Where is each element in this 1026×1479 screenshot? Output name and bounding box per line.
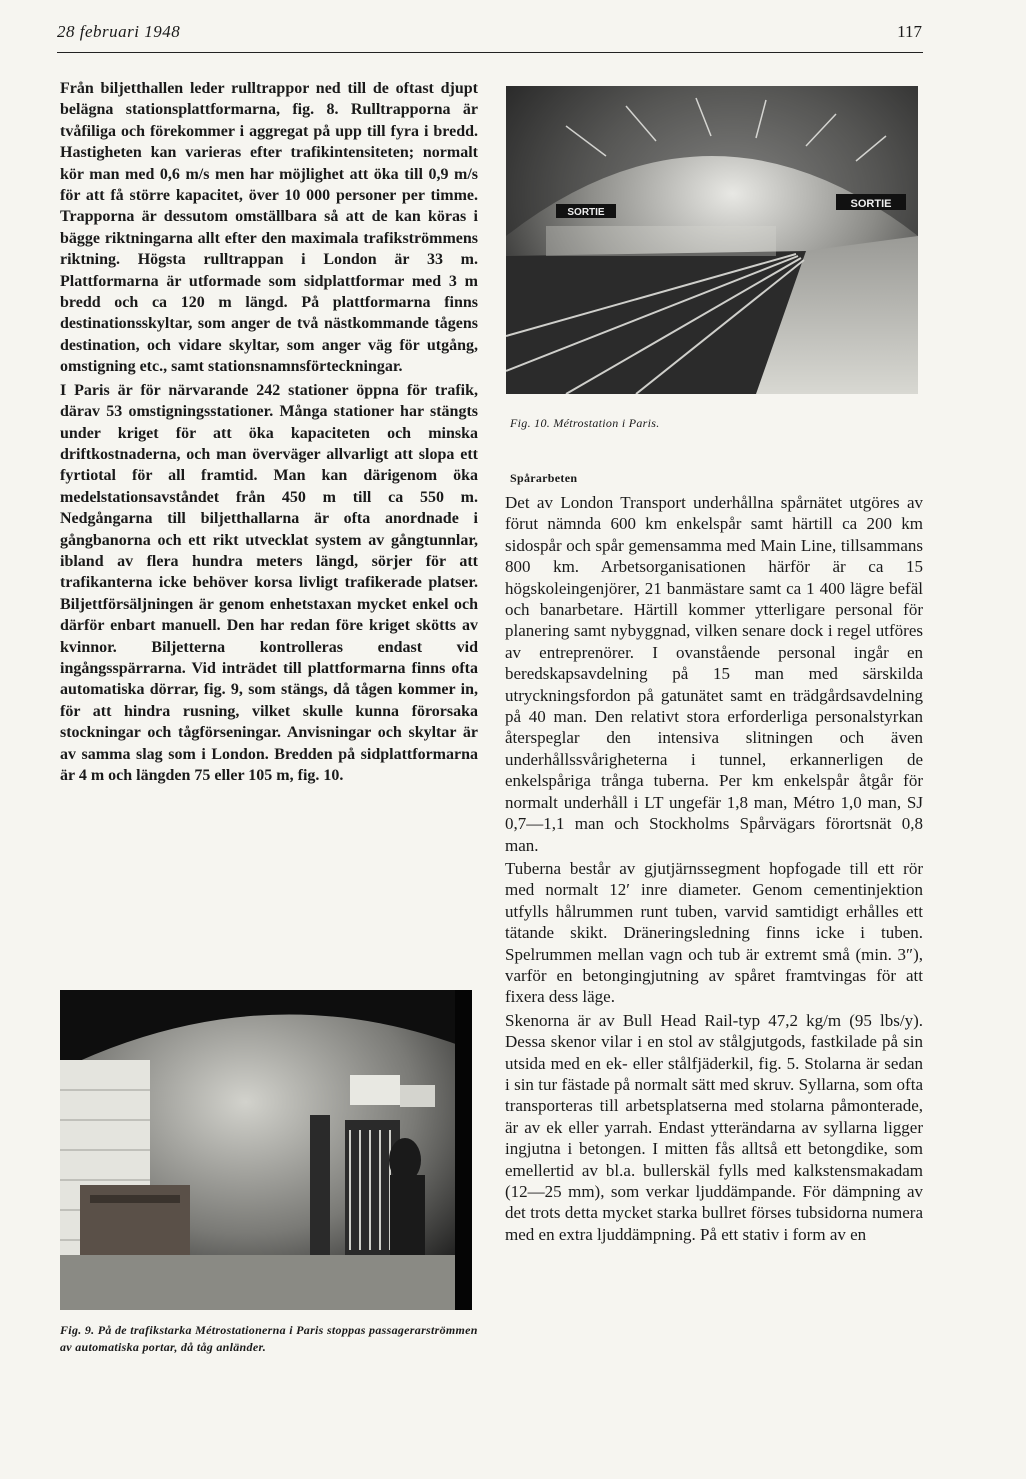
automatic-gates-illustration [60, 990, 472, 1310]
metro-station-illustration [506, 86, 918, 394]
sortie-sign-left-text: SORTIE [567, 207, 605, 218]
figure-9-photo [60, 990, 472, 1310]
body-paragraph: Det av London Transport underhållna spårnätet utgöres av förut nämnda 600 km enkelspår samt härtill ca 200 km sidospår och spår gemensamma med Main Line, tillsammans 800 km. Arbetsorganisationen härför är ca 15 högskoleingenjörer, 21 banmästare samt ca 1 400 lägre befäl och banarbetare. Härtill kommer ytterligare personal för planering samt nybyggnad, vilken senare dock i regel utföres av entreprenörer. I ovanstående personal ingår en beredskapsavdelning på 15 man med särskilda utryckningsfordon på gatunätet samt en trädgårdsavdelning på 40 man. Den relativt stora erforderliga personalstyrkan återspeglar den intensiva slitningen och även underhållssvårigheterna i tunnel, erkannerligen de enkelspåriga trånga tuberna. Per km enkelspår åtgår för normalt underhåll i LT ungefär 1,8 man, Métro 1,0 man, SJ 0,7—1,1 man och Stockholms Spårvägars förortsnät 0,8 man. [505, 493, 923, 855]
running-header-date: 28 februari 1948 [57, 22, 181, 41]
section-heading-sparbeten: Spårarbeten [510, 471, 578, 485]
body-paragraph: I Paris är för närvarande 242 stationer öppna för trafik, därav 53 omstigningsstationer. Många stationer har stängts under kriget för att öka kapaciteten och minska driftkostnaderna, och man överväger allvarligt att slopa ett fyrtiotal för all framtid. Man kan därigenom öka medelstationsavståndet från 450 m till ca 550 m. Nedgångarna till biljetthallarna är ofta anordnade i gångbanorna och ett rikt utvecklat system av gångtunnlar, ibland av flera hundra meters längd, sörjer för att trafikanterna icke behöver korsa livligt trafikerade platser. Biljettförsäljningen är genom enhetstaxan mycket enkel och därför enbart manuell. Den har redan före kriget skötts av kvinnor. Biljetterna kontrolleras endast vid ingångsspärrarna. Vid inträdet till plattformarna finns ofta automatiska dörrar, fig. 9, som stängs, då tågen kommer in, för att hindra rusning, vilket skulle kunna förorsaka stockningar och tågförseningar. Anvisningar och skyltar är av samma slag som i London. Bredden på sidplattformarna är 4 m och längden 75 eller 105 m, fig. 10. [60, 381, 478, 784]
figure-9-caption: Fig. 9. På de trafikstarka Métrostationerna i Paris stoppas passagerarströmmen av automatiska portar, då tåg anländer. [60, 1323, 478, 1354]
sortie-sign-right-text: SORTIE [850, 198, 892, 210]
figure-10-photo [506, 86, 918, 394]
body-paragraph: Skenorna är av Bull Head Rail-typ 47,2 kg/m (95 lbs/y). Dessa skenor vilar i en stol av stålgjutgods, fastkilade på sin utsida med en ek- eller stålfjäderkil, fig. 5. Stolarna är sedan i sin tur fästade på normalt sätt med skruv. Syllarna, som ofta transporteras till arbetsplatserna med stolarna påmonterade, är av ek eller yarrah. Endast ytterändarna av syllarna ligger ingjutna i betongen. I mitten fås alltså ett betongdike, som emellertid av bl.a. bullerskäl fylls med kalkstensmakadam (12—25 mm), som verkar ljuddämpande. För dämpning av det trots detta mycket starka bullret förses tubsidorna numera med en extra ljuddämpning. På ett stativ i form av en [505, 1010, 923, 1244]
page-number: 117 [897, 22, 922, 41]
right-column [505, 492, 923, 1245]
figure-10-caption: Fig. 10. Métrostation i Paris. [510, 416, 660, 430]
body-paragraph: Från biljetthallen leder rulltrappor ned till de oftast djupt belägna stationsplattformarna, fig. 8. Rulltrapporna är tvåfiliga och förekommer i aggregat på upp till fyra i bredd. Hastigheten kan varieras efter trafikintensiteten; normalt kör man med 0,6 m/s men har möjlighet att öka till 0,9 m/s för att få större kapacitet, över 10 000 personer per timme. Trapporna är dessutom omställbara så att de kan köras i bägge riktningarna allt efter den maximala trafikströmmens riktning. Högsta rulltrappan i London är 33 m. Plattformarna är utformade som sidplattformar med 3 m bredd och ca 120 m längd. På plattformarna finns destinationsskyltar, som anger de två nästkommande tågens destination, och vidare skyltar, som anger väg för utgång, omstigning etc., samt stationsnamnsförteckningar. [60, 80, 478, 376]
header-rule [57, 52, 923, 53]
left-column [60, 78, 478, 786]
body-paragraph: Tuberna består av gjutjärnssegment hopfogade till ett rör med normalt 12′ inre diameter. Genom cementinjektion utfylls hålrummen runt tuben, varvid samtidigt erhålles ett tätande skikt. Dräneringsledning finns icke i tuben. Spelrummen mellan vagn och tub är extremt små (min. 3″), varför en betongingjutning av spåret framtvingas för att fixera dess läge. [505, 858, 923, 1007]
